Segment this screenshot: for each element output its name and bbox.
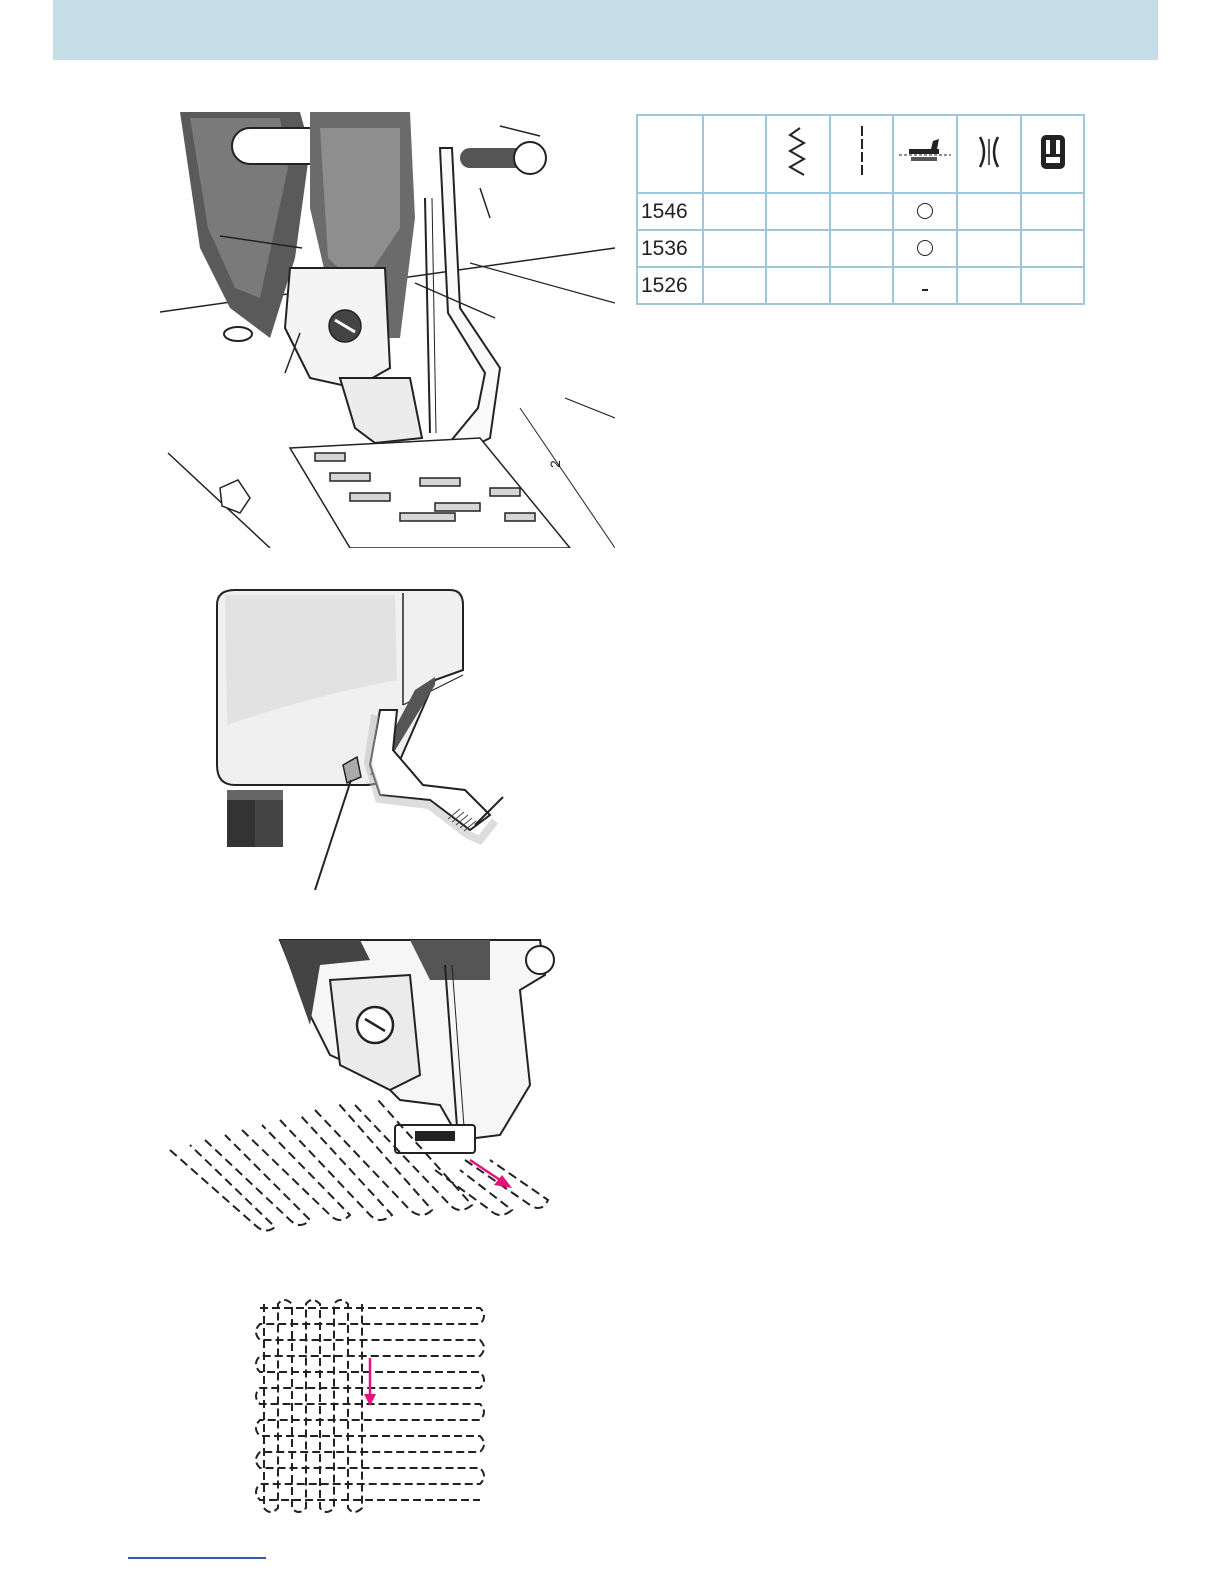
straight-stitch-header xyxy=(830,115,893,193)
footer-rule xyxy=(128,1557,266,1559)
table-cell xyxy=(703,230,766,267)
table-row xyxy=(637,193,1084,230)
table-cell xyxy=(893,193,957,230)
table-cell xyxy=(830,193,893,230)
table-header-row xyxy=(637,115,1084,193)
model-column-header xyxy=(637,115,703,193)
table-row xyxy=(637,267,1084,304)
circle-mark-icon xyxy=(917,203,933,219)
feed-dog-icon xyxy=(897,137,953,167)
table-cell xyxy=(703,193,766,230)
bed-number-label: 2 xyxy=(547,460,563,468)
zigzag-stitch-icon xyxy=(786,126,810,178)
table-cell xyxy=(1021,193,1084,230)
table-cell xyxy=(957,193,1021,230)
table-cell xyxy=(703,267,766,304)
blank-column-header xyxy=(703,115,766,193)
zigzag-stitch-header xyxy=(766,115,830,193)
table-cell xyxy=(1021,230,1084,267)
presser-foot-icon xyxy=(1038,133,1068,171)
settings-table xyxy=(636,114,1085,305)
feed-dog-header xyxy=(893,115,957,193)
table-cell xyxy=(766,267,830,304)
table-cell xyxy=(1021,267,1084,304)
table-cell xyxy=(766,193,830,230)
table-cell xyxy=(766,230,830,267)
stitch-length-header xyxy=(957,115,1021,193)
table-cell xyxy=(893,230,957,267)
free-motion-darning-figure xyxy=(160,935,570,1290)
table-cell xyxy=(830,230,893,267)
table-cell xyxy=(830,267,893,304)
page-header-band xyxy=(53,0,1158,60)
model-number-cell: 1546 xyxy=(637,193,703,230)
table-cell xyxy=(957,230,1021,267)
darning-grid-figure xyxy=(240,1298,505,1523)
presser-foot-closeup-figure xyxy=(160,108,615,548)
circle-mark-icon xyxy=(917,240,933,256)
knee-lifter-lever-figure xyxy=(165,585,510,895)
straight-stitch-icon xyxy=(857,124,867,180)
table-cell xyxy=(893,267,957,304)
stitch-length-icon xyxy=(974,135,1004,169)
model-number-cell: 1526 xyxy=(637,267,703,304)
dash-mark-icon xyxy=(922,289,928,291)
model-number-cell: 1536 xyxy=(637,230,703,267)
presser-foot-header xyxy=(1021,115,1084,193)
table-cell xyxy=(957,267,1021,304)
table-row xyxy=(637,230,1084,267)
